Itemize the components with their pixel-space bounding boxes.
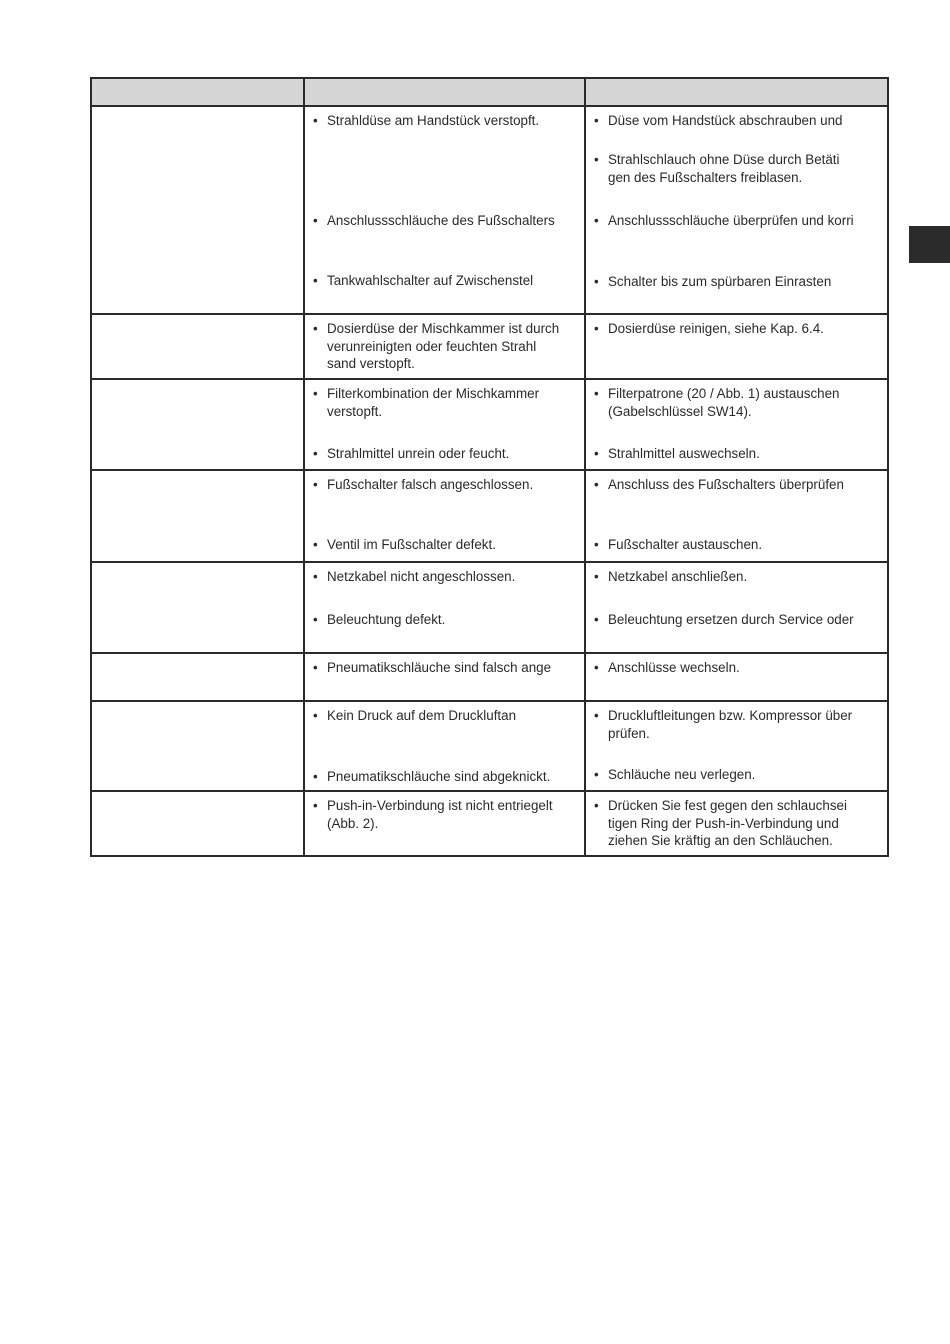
table-header-row: [91, 78, 888, 106]
remedy-cell: [585, 791, 888, 856]
cause-cell: [304, 314, 585, 379]
bullet-marker: •: [313, 477, 318, 492]
table-row: [91, 701, 888, 791]
chapter-marker-tab: [909, 226, 950, 263]
cause-list-item: [313, 611, 578, 629]
cause-cell: [304, 379, 585, 470]
bullet-marker: •: [313, 569, 318, 584]
bullet-marker: •: [313, 321, 318, 336]
cause-text-line: Beleuchtung defekt.: [327, 612, 446, 627]
cause-list-item: [313, 707, 578, 725]
cause-text-line: Fußschalter falsch angeschlossen.: [327, 477, 534, 492]
remedy-list-item: [594, 707, 881, 742]
cause-list-item: [313, 568, 578, 586]
fault-cell: [91, 653, 304, 701]
bullet-marker: •: [313, 798, 318, 813]
fault-cell: [91, 701, 304, 791]
cause-text-line: Pneumatikschläuche sind abgeknickt.: [327, 769, 551, 784]
remedy-text-line: Filterpatrone (20 / Abb. 1) austauschen: [608, 386, 840, 401]
remedy-text-line: (Gabelschlüssel SW14).: [608, 403, 752, 419]
remedy-text-line: Anschlussschläuche überprüfen und korri: [608, 213, 854, 228]
remedy-list-item: [594, 476, 881, 494]
remedy-list-item: [594, 445, 881, 463]
fault-cell: [91, 562, 304, 653]
bullet-marker: •: [313, 213, 318, 228]
cause-list-item: [313, 212, 578, 230]
table-row: [91, 562, 888, 653]
header-cause: [304, 78, 585, 106]
fault-cell: [91, 379, 304, 470]
cause-list-item: [313, 659, 578, 677]
cause-text-line: Strahldüse am Handstück verstopft.: [327, 113, 540, 128]
remedy-text-line: Düse vom Handstück abschrauben und: [608, 113, 843, 128]
remedy-text-line: Strahlmittel auswechseln.: [608, 446, 760, 461]
cause-cell: [304, 470, 585, 562]
bullet-marker: •: [594, 152, 599, 167]
cause-cell: [304, 106, 585, 314]
cause-text-line: Strahlmittel unrein oder feucht.: [327, 446, 510, 461]
cause-list-item: [313, 797, 578, 832]
cause-text-line: Tankwahlschalter auf Zwischenstel: [327, 273, 534, 288]
remedy-cell: [585, 314, 888, 379]
fault-cell: [91, 791, 304, 856]
cause-list-item: [313, 768, 578, 786]
cause-list-item: [313, 385, 578, 420]
bullet-marker: •: [594, 446, 599, 461]
remedy-cell: [585, 106, 888, 314]
bullet-marker: •: [313, 446, 318, 461]
cause-text-line: Netzkabel nicht angeschlossen.: [327, 569, 516, 584]
cause-cell: [304, 701, 585, 791]
cause-text-line: (Abb. 2).: [327, 815, 379, 831]
table-row: [91, 470, 888, 562]
bullet-marker: •: [313, 660, 318, 675]
remedy-list-item: [594, 385, 881, 420]
bullet-marker: •: [313, 386, 318, 401]
remedy-list-item: [594, 212, 881, 230]
cause-cell: [304, 562, 585, 653]
bullet-marker: •: [313, 113, 318, 128]
remedy-list-item: [594, 112, 881, 130]
remedy-text-line: Drücken Sie fest gegen den schlauchsei: [608, 798, 847, 813]
remedy-list-item: [594, 568, 881, 586]
remedy-text-line: prüfen.: [608, 725, 650, 741]
bullet-marker: •: [594, 537, 599, 552]
table-row: [91, 106, 888, 314]
bullet-marker: •: [594, 386, 599, 401]
remedy-list-item: [594, 320, 881, 338]
bullet-marker: •: [594, 798, 599, 813]
cause-list-item: [313, 320, 578, 373]
fault-cell: [91, 106, 304, 314]
remedy-list-item: [594, 273, 881, 291]
table-row: [91, 379, 888, 470]
cause-text-line: Anschlussschläuche des Fußschalters: [327, 213, 555, 228]
remedy-text-line: ziehen Sie kräftig an den Schläuchen.: [608, 833, 833, 848]
cause-cell: [304, 653, 585, 701]
remedy-text-line: Strahlschlauch ohne Düse durch Betäti: [608, 152, 840, 167]
bullet-marker: •: [594, 321, 599, 336]
table-body: [91, 106, 888, 856]
cause-list-item: [313, 536, 578, 554]
bullet-marker: •: [594, 708, 599, 723]
remedy-text-line: gen des Fußschalters freiblasen.: [608, 169, 803, 185]
remedy-text-line: tigen Ring der Push-in-Verbindung und: [608, 815, 839, 831]
remedy-text-line: Druckluftleitungen bzw. Kompressor über: [608, 708, 853, 723]
bullet-marker: •: [594, 113, 599, 128]
cause-text-line: Filterkombination der Mischkammer: [327, 386, 540, 401]
bullet-marker: •: [594, 767, 599, 782]
header-fault: [91, 78, 304, 106]
remedy-text-line: Anschluss des Fußschalters überprüfen: [608, 477, 844, 492]
bullet-marker: •: [313, 612, 318, 627]
remedy-cell: [585, 379, 888, 470]
bullet-marker: •: [594, 477, 599, 492]
cause-text-line: Push-in-Verbindung ist nicht entriegelt: [327, 798, 553, 813]
cause-text-line: sand verstopft.: [327, 356, 415, 371]
cause-list-item: [313, 445, 578, 463]
bullet-marker: •: [313, 273, 318, 288]
bullet-marker: •: [313, 537, 318, 552]
bullet-marker: •: [313, 708, 318, 723]
cause-list-item: [313, 272, 578, 290]
cause-text-line: Ventil im Fußschalter defekt.: [327, 537, 496, 552]
table-row: [91, 791, 888, 856]
bullet-marker: •: [594, 274, 599, 289]
bullet-marker: •: [313, 769, 318, 784]
remedy-list-item: [594, 659, 881, 677]
remedy-text-line: Fußschalter austauschen.: [608, 537, 763, 552]
bullet-marker: •: [594, 612, 599, 627]
bullet-marker: •: [594, 569, 599, 584]
table-row: [91, 314, 888, 379]
bullet-marker: •: [594, 660, 599, 675]
remedy-text-line: Schläuche neu verlegen.: [608, 767, 756, 782]
remedy-list-item: [594, 151, 881, 186]
bullet-marker: •: [594, 213, 599, 228]
remedy-text-line: Beleuchtung ersetzen durch Service oder: [608, 612, 854, 627]
cause-text-line: Pneumatikschläuche sind falsch ange: [327, 660, 552, 675]
cause-text-line: Dosierdüse der Mischkammer ist durch: [327, 321, 560, 336]
remedy-list-item: [594, 797, 881, 850]
fault-cell: [91, 314, 304, 379]
remedy-cell: [585, 470, 888, 562]
remedy-text-line: Schalter bis zum spürbaren Einrasten: [608, 274, 832, 289]
header-remedy: [585, 78, 888, 106]
remedy-list-item: [594, 611, 881, 629]
troubleshooting-table: [90, 77, 889, 857]
remedy-text-line: Netzkabel anschließen.: [608, 569, 748, 584]
cause-text-line: Kein Druck auf dem Druckluftan: [327, 708, 517, 723]
remedy-list-item: [594, 766, 881, 784]
cause-list-item: [313, 112, 578, 130]
cause-text-line: verstopft.: [327, 403, 383, 419]
cause-list-item: [313, 476, 578, 494]
remedy-text-line: Dosierdüse reinigen, siehe Kap. 6.4.: [608, 321, 824, 336]
remedy-cell: [585, 653, 888, 701]
remedy-cell: [585, 562, 888, 653]
remedy-cell: [585, 701, 888, 791]
remedy-text-line: Anschlüsse wechseln.: [608, 660, 740, 675]
cause-text-line: verunreinigten oder feuchten Strahl: [327, 338, 537, 354]
table-row: [91, 653, 888, 701]
fault-cell: [91, 470, 304, 562]
cause-cell: [304, 791, 585, 856]
remedy-list-item: [594, 536, 881, 554]
